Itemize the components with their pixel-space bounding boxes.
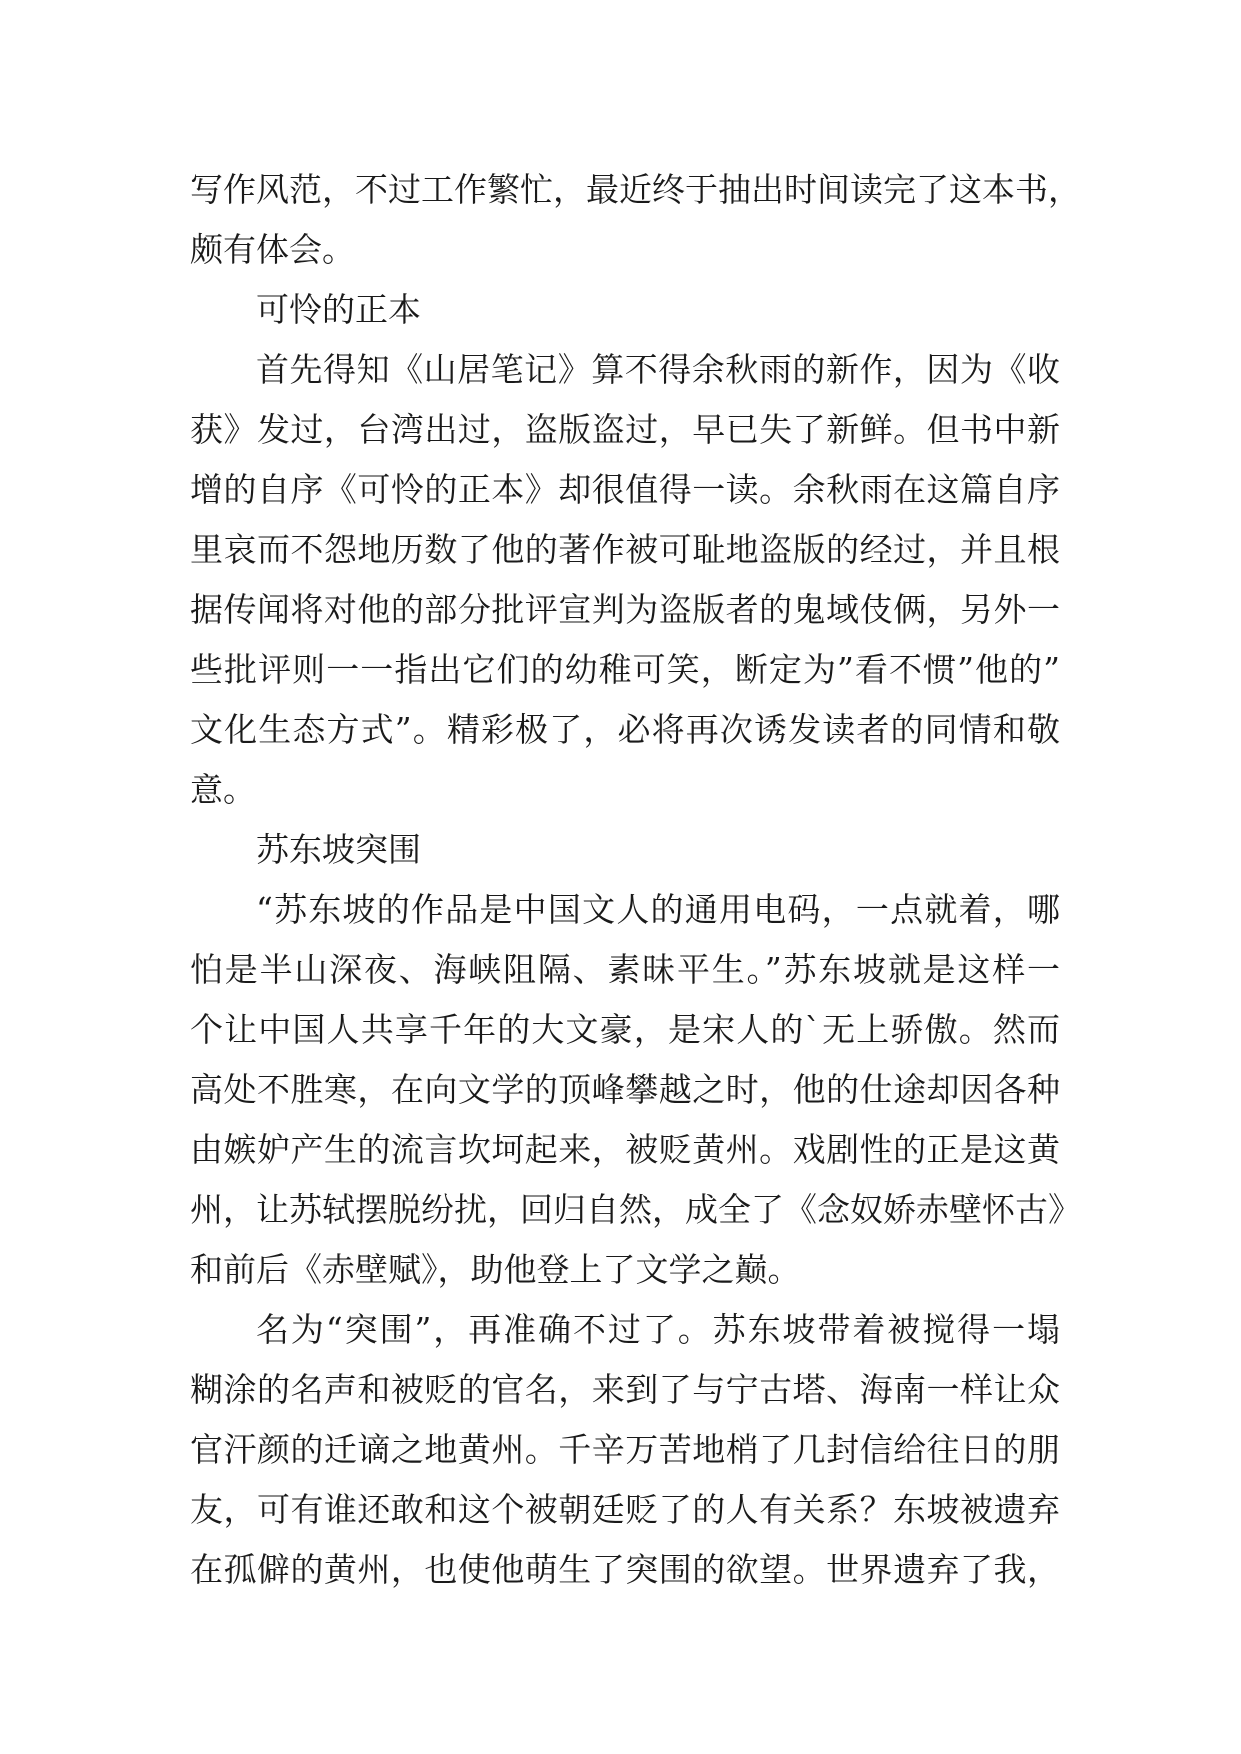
text-line: 意。 <box>190 770 256 809</box>
section-heading: 可怜的正本 <box>256 290 421 329</box>
text-line: 颇有体会。 <box>190 230 355 269</box>
text-line: 友，可有谁还敢和这个被朝廷贬了的人有关系？东坡被遗弃 <box>190 1490 1060 1529</box>
text-line: 在孤僻的黄州，也使他萌生了突围的欲望。世界遗弃了我， <box>190 1550 1060 1589</box>
text-line: 写作风范，不过工作繁忙，最近终于抽出时间读完了这本书， <box>190 170 1081 209</box>
text-line: 怕是半山深夜、海峡阻隔、素昧平生。”苏东坡就是这样一 <box>190 950 1060 989</box>
text-line: 据传闻将对他的部分批评宣判为盗版者的鬼域伎俩，另外一 <box>190 590 1060 629</box>
text-line: 个让中国人共享千年的大文豪，是宋人的`无上骄傲。然而 <box>190 1010 1060 1049</box>
body-text <box>190 160 1081 1600</box>
text-line: 增的自序《可怜的正本》却很值得一读。余秋雨在这篇自序 <box>190 470 1060 509</box>
text-line: 和前后《赤壁赋》，助他登上了文学之巅。 <box>190 1250 801 1289</box>
text-line: 名为“突围”，再准确不过了。苏东坡带着被搅得一塌 <box>256 1310 1060 1349</box>
text-line: 糊涂的名声和被贬的官名，来到了与宁古塔、海南一样让众 <box>190 1370 1060 1409</box>
text-line: 文化生态方式”。精彩极了，必将再次诱发读者的同情和敬 <box>190 710 1060 749</box>
text-line: 里哀而不怨地历数了他的著作被可耻地盗版的经过，并且根 <box>190 530 1060 569</box>
text-line: 官汗颜的迁谪之地黄州。千辛万苦地梢了几封信给往日的朋 <box>190 1430 1060 1469</box>
text-line: 由嫉妒产生的流言坎坷起来，被贬黄州。戏剧性的正是这黄 <box>190 1130 1060 1169</box>
text-line: 州，让苏轼摆脱纷扰，回归自然，成全了《念奴娇赤壁怀古》 <box>190 1190 1081 1229</box>
text-line: 获》发过，台湾出过，盗版盗过，早已失了新鲜。但书中新 <box>190 410 1060 449</box>
section-heading: 苏东坡突围 <box>256 830 421 869</box>
text-line: 首先得知《山居笔记》算不得余秋雨的新作，因为《收 <box>256 350 1060 389</box>
text-line: 些批评则一一指出它们的幼稚可笑，断定为”看不惯”他的” <box>190 650 1060 689</box>
text-line: “苏东坡的作品是中国文人的通用电码，一点就着，哪 <box>256 890 1060 929</box>
text-line: 高处不胜寒，在向文学的顶峰攀越之时，他的仕途却因各种 <box>190 1070 1060 1109</box>
